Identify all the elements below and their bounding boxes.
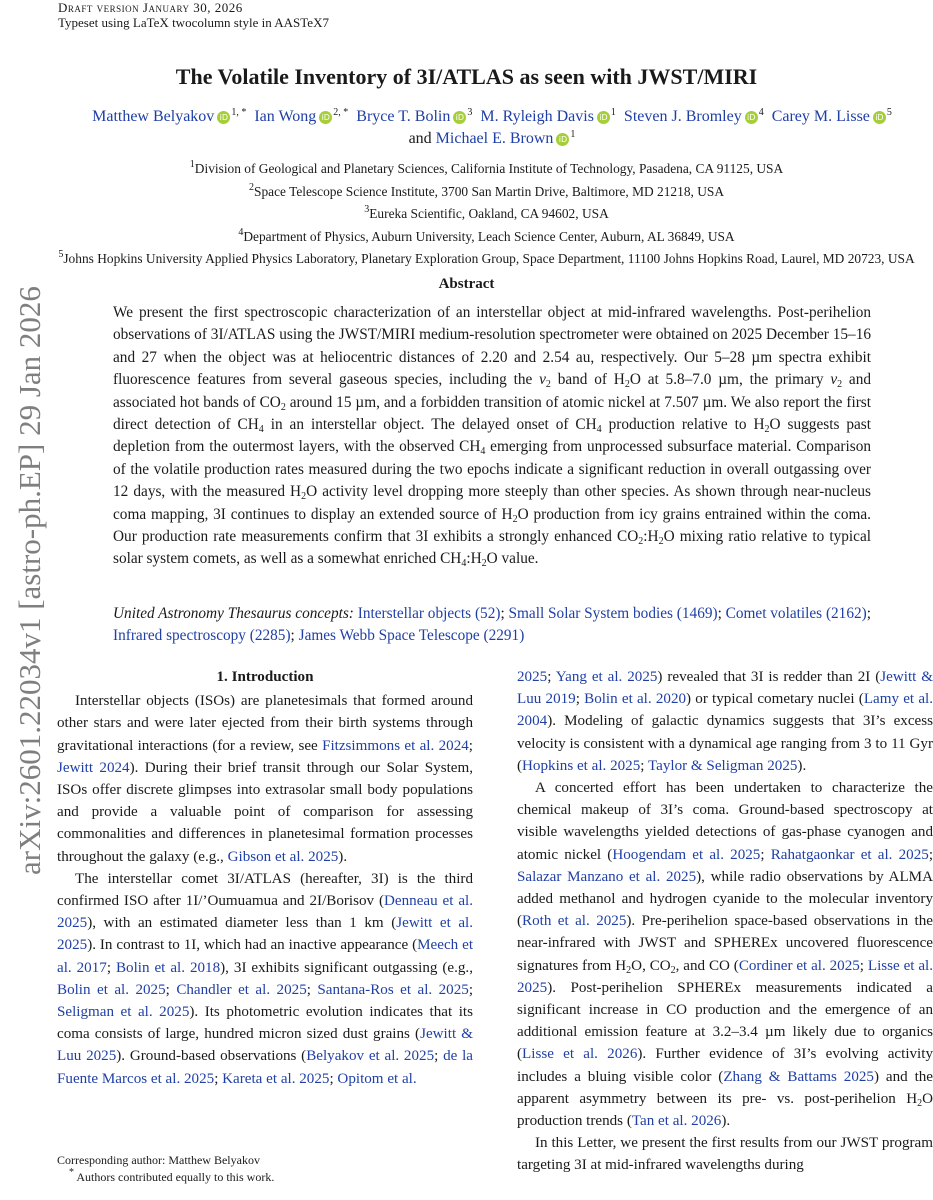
citation-link[interactable]: Jewitt 2024 <box>57 759 130 776</box>
author-affil: 1 <box>570 129 576 140</box>
citation-link[interactable]: Santana-Ros et al. 2025 <box>317 981 469 998</box>
citation-link[interactable]: Opitom et al. <box>337 1070 417 1087</box>
draft-version: Draft version January 30, 2026 <box>58 0 243 15</box>
citation-link[interactable]: Yang et al. 2025 <box>555 669 658 685</box>
author-list <box>52 106 932 150</box>
citation-link[interactable]: Lamy et al. 2004 <box>517 691 933 730</box>
citation-link[interactable]: Gibson et al. 2025 <box>227 848 339 865</box>
paragraph: Interstellar objects (ISOs) are planetesimals that formed around other stars and were later ejected from their birth systems through gravitational interactions (for a review, see Fitzsimmons et al. 2024; Jewitt 2024). During their brief transit through our Solar System, ISOs offer discrete glimpses into extrasolar small body populations and provide a valuable point of comparison for assessing commonalities and differences in planetesimal formation processes throughout the galaxy (e.g., Gibson et al. 2025). <box>57 693 473 865</box>
citation-link[interactable]: Fitzsimmons et al. 2024 <box>322 737 469 754</box>
affiliation: $^4$Department of Physics, Auburn University, Leach Science Center, Auburn, AL 36849, USA <box>238 226 735 244</box>
citation-link[interactable]: Zhang & Battams 2025 <box>723 1068 874 1085</box>
equal-contribution-note: * Authors contributed equally to this work. <box>69 1167 275 1184</box>
citation-link[interactable]: Jewitt & Luu 2019 <box>517 669 933 708</box>
right-column <box>517 666 933 1177</box>
citation-link[interactable]: Denneau et al. 2025 <box>57 893 473 932</box>
citation-link[interactable]: Tan et al. 2026 <box>631 1113 722 1130</box>
concept-link[interactable]: James Webb Space Telescope (2291) <box>298 627 525 645</box>
concept-link[interactable]: Small Solar System bodies (1469) <box>508 605 718 622</box>
citation-link[interactable]: Lisse et al. 2025 <box>517 957 933 996</box>
affiliations <box>40 158 933 271</box>
citation-link[interactable]: Seligman et al. 2025 <box>57 1004 190 1021</box>
citation-link[interactable]: Roth et al. 2025 <box>522 913 627 930</box>
arxiv-id: arXiv:2601.22034v1 [astro-ph.EP] 29 Jan 2026 <box>12 286 47 875</box>
citation-link[interactable]: Chandler et al. 2025 <box>176 981 307 998</box>
concept-link[interactable]: Interstellar objects (52) <box>357 605 501 622</box>
concept-link[interactable]: Comet volatiles (2162) <box>725 605 867 622</box>
orcid-icon[interactable]: iD <box>319 111 332 124</box>
author-link[interactable]: Michael E. Brown <box>435 130 554 147</box>
citation-link[interactable]: Lisse et al. 2026 <box>522 1046 638 1063</box>
orcid-icon[interactable]: iD <box>597 111 610 124</box>
citation-link[interactable]: Jewitt et al. 2025 <box>57 915 473 954</box>
orcid-icon[interactable]: iD <box>873 111 886 124</box>
citation-link[interactable]: Bolin et al. 2025 <box>57 981 166 998</box>
citation-link[interactable]: Cordiner et al. 2025 <box>738 957 860 974</box>
concept-link[interactable]: Infrared spectroscopy (2285) <box>113 627 291 645</box>
citation-link[interactable]: Rahatgaonkar et al. 2025 <box>770 846 929 863</box>
affiliation: $^2$Space Telescope Science Institute, 3700 San Martin Drive, Baltimore, MD 21218, USA <box>249 181 724 199</box>
author-affil: 2, * <box>333 107 349 118</box>
paragraph: In this Letter, we present the first results from our JWST program targeting 3I at mid-infrared wavelengths during <box>517 1135 933 1174</box>
author-link[interactable]: Matthew Belyakov <box>92 108 215 125</box>
concepts-lead: United Astronomy Thesaurus concepts: <box>113 605 354 622</box>
author-affil: 5 <box>886 107 892 118</box>
left-column <box>57 666 473 1090</box>
citation-link[interactable]: Bolin et al. 2018 <box>115 959 221 976</box>
orcid-icon[interactable]: iD <box>556 133 569 146</box>
footnotes <box>57 1152 473 1186</box>
author-link[interactable]: M. Ryleigh Davis <box>480 108 594 125</box>
author-affil: 4 <box>758 107 764 118</box>
orcid-icon[interactable]: iD <box>745 111 758 124</box>
paragraph: 2025; Yang et al. 2025) revealed that 3I is redder than 2I (Jewitt & Luu 2019; Bolin et al. 2020) or typical cometary nuclei (Lamy et al. 2004). Modeling of galactic dynamics suggests that 3I’s excess velocity is consistent with a dynamical age ranging from 3 to 11 Gyr (Hopkins et al. 2025; Taylor & Seligman 2025). <box>517 669 933 774</box>
author-link[interactable]: Carey M. Lisse <box>771 108 870 125</box>
citation-link[interactable]: Taylor & Seligman 2025 <box>647 757 798 774</box>
paragraph: A concerted effort has been undertaken to characterize the chemical makeup of 3I’s coma. Ground-based spectroscopy at visible wavelengths yielded detections of gas-phase cyanogen and atomic nickel (Hoogendam et al. 2025; Rahatgaonkar et al. 2025; Salazar Manzano et al. 2025), while radio observations by ALMA added methanol and hydrogen cyanide to the molecular inventory (Roth et al. 2025). Pre-perihelion space-based observations in the near-infrared with JWST and SPHEREx uncovered fluorescence signatures from $H_2O$, $CO_2$, and CO (Cordiner et al. 2025; Lisse et al. 2025). Post-perihelion SPHEREx measurements indicated a significant increase in CO production and the emergence of an additional emission feature at 3.2–3.4 µm likely due to organics (Lisse et al. 2026). Further evidence of 3I’s evolving activity includes a bluing visible color (Zhang & Battams 2025) and the apparent asymmetry between its pre- vs. post-perihelion $H_2O$ production trends (Tan et al. 2026). <box>517 780 933 1130</box>
citation-link[interactable]: de la Fuente Marcos et al. 2025 <box>57 1048 474 1087</box>
arxiv-stamp <box>12 286 48 875</box>
paragraph: The interstellar comet 3I/ATLAS (hereafter, 3I) is the third confirmed ISO after 1I/’Oumuamua and 2I/Borisov (Denneau et al. 2025), with an estimated diameter less than 1 km (Jewitt et al. 2025). In contrast to 1I, which had an inactive appearance (Meech et al. 2017; Bolin et al. 2018), 3I exhibits significant outgassing (e.g., Bolin et al. 2025; Chandler et al. 2025; Santana-Ros et al. 2025; Seligman et al. 2025). Its photometric evolution indicates that its coma consists of large, hundred micron sized dust grains (Jewitt & Luu 2025). Ground-based observations (Belyakov et al. 2025; de la Fuente Marcos et al. 2025; Kareta et al. 2025; Opitom et al. <box>57 870 474 1087</box>
typeset-note: Typeset using LaTeX twocolumn style in AASTeX7 <box>58 15 329 30</box>
citation-link[interactable]: Belyakov et al. 2025 <box>306 1048 435 1065</box>
orcid-icon[interactable]: iD <box>217 111 230 124</box>
affiliation: $^5$Johns Hopkins University Applied Physics Laboratory, Planetary Exploration Group, Space Department, 11100 Johns Hopkins Road, Laurel, MD 20723, USA <box>58 249 915 266</box>
author-link[interactable]: Ian Wong <box>254 108 317 125</box>
author-affil: 3 <box>467 107 473 118</box>
citation-link[interactable]: Bolin et al. 2020 <box>584 691 687 708</box>
citation-link[interactable]: Hopkins et al. 2025 <box>522 757 641 774</box>
section-heading: 1. Introduction <box>216 669 314 685</box>
abstract-heading: Abstract <box>438 276 495 292</box>
affiliation: $^1$Division of Geological and Planetary Sciences, California Institute of Technology, Pasadena, CA 91125, USA <box>189 159 784 176</box>
author-conjunction: and <box>408 130 432 147</box>
orcid-icon[interactable]: iD <box>453 111 466 124</box>
affiliation: $^3$Eureka Scientific, Oakland, CA 94602, USA <box>364 204 609 221</box>
paper-title: The Volatile Inventory of 3I/ATLAS as seen with JWST/MIRI <box>175 64 758 89</box>
uat-concepts: United Astronomy Thesaurus concepts: Interstellar objects (52); Small Solar System bodies (1469); Comet volatiles (2162); Infrared spectroscopy (2285); James Webb Space Telescope (2291) <box>113 605 871 645</box>
author-affil: 1, * <box>231 107 247 118</box>
corresponding-author: Corresponding author: Matthew Belyakov <box>57 1153 260 1167</box>
author-link[interactable]: Bryce T. Bolin <box>356 108 451 125</box>
citation-link[interactable]: Kareta et al. 2025 <box>222 1070 330 1087</box>
citation-link[interactable]: 2025 <box>517 669 548 685</box>
abstract-text: We present the first spectroscopic characterization of an interstellar object at mid-infrared wavelengths. Post-perihelion observations of 3I/ATLAS using the JWST/MIRI medium-resolution spectrometer were obtained on 2025 December 15–16 and 27 when the object was at heliocentric distances of 2.20 and 2.54 au, respectively. Our 5–28 µm spectra exhibit fluorescence features from several gaseous species, including the $\nu_2$ band of $H_2O$ at 5.8–7.0 µm, the primary $\nu_2$ and associated hot bands of $CO_2$ around 15 µm, and a forbidden transition of atomic nickel at 7.507 µm. We also report the first direct detection of $CH_4$ in an interstellar object. The delayed onset of $CH_4$ production relative to $H_2O$ suggests past depletion from the outermost layers, with the observed $CH_4$ emerging from unprocessed subsurface material. Comparison of the volatile production rates measured during the two epochs indicate a significant reduction in overall outgassing over 12 days, with the measured $H_2O$ activity level dropping more steeply than other species. As shown through near-nucleus coma mapping, 3I continues to display an extended source of $H_2O$ production from icy grains entrained within the coma. Our production rate measurements confirm that 3I exhibits a strongly enhanced $CO_2:H_2O$ mixing ratio relative to typical solar system comets, as well as a somewhat enriched $CH_4:H_2O$ value. <box>113 304 872 570</box>
author-affil: 1 <box>610 107 616 118</box>
citation-link[interactable]: Hoogendam et al. 2025 <box>612 846 761 863</box>
citation-link[interactable]: Meech et al. 2017 <box>57 937 474 976</box>
citation-link[interactable]: Salazar Manzano et al. 2025 <box>517 868 697 885</box>
citation-link[interactable]: Jewitt & Luu 2025 <box>57 1026 473 1065</box>
author-link[interactable]: Steven J. Bromley <box>623 108 742 125</box>
